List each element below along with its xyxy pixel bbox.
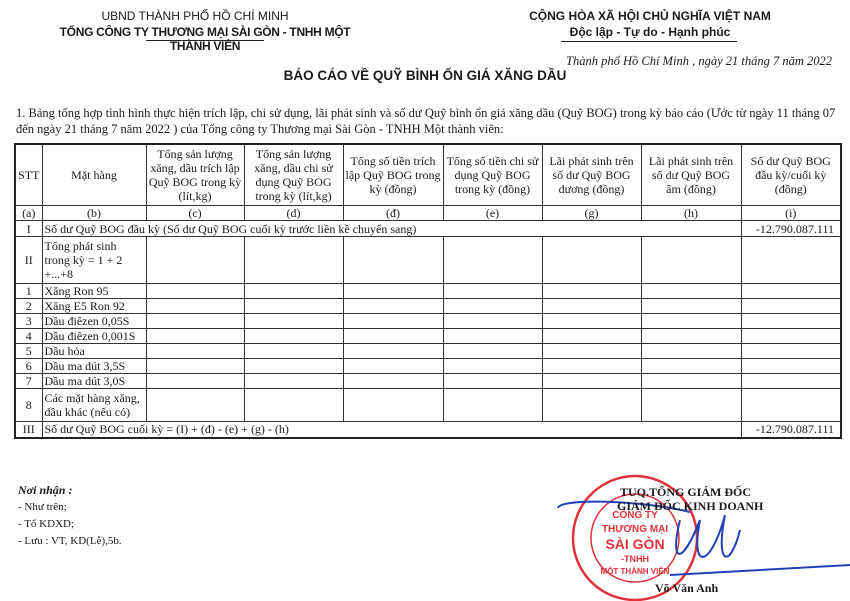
value-cell bbox=[741, 299, 841, 314]
value-cell bbox=[641, 314, 741, 329]
value-cell bbox=[343, 344, 443, 359]
value-cell bbox=[641, 344, 741, 359]
table-row bbox=[15, 314, 841, 329]
closing-label: Số dư Quỹ BOG cuối kỳ = (I) + (đ) - (e) + (g) - (h) bbox=[42, 422, 741, 438]
value-cell bbox=[146, 374, 244, 389]
table-row bbox=[15, 329, 841, 344]
code-row bbox=[15, 206, 841, 221]
recipient-item: - Lưu : VT, KD(Lễ),5b. bbox=[18, 535, 122, 547]
value-cell bbox=[343, 374, 443, 389]
value-cell bbox=[741, 284, 841, 299]
report-title: BÁO CÁO VỀ QUỸ BÌNH ỔN GIÁ XĂNG DẦU bbox=[283, 68, 567, 83]
item-cell: Dầu ma dút 3,0S bbox=[42, 374, 146, 389]
stt-cell: III bbox=[15, 422, 42, 438]
value-cell bbox=[542, 299, 641, 314]
table-row bbox=[15, 237, 841, 284]
recipient-item: - Như trên; bbox=[18, 501, 67, 513]
header-cell: STT bbox=[15, 144, 42, 206]
value-cell bbox=[741, 389, 841, 422]
item-cell: Tổng phát sinh trong kỳ = 1 + 2 +...+8 bbox=[42, 237, 146, 284]
stt-cell: 1 bbox=[15, 284, 42, 299]
value-cell bbox=[343, 314, 443, 329]
item-cell: Dầu ma dút 3,5S bbox=[42, 359, 146, 374]
value-cell bbox=[741, 314, 841, 329]
value-cell bbox=[542, 344, 641, 359]
value-cell bbox=[641, 374, 741, 389]
code-cell: (b) bbox=[42, 206, 146, 221]
value-cell bbox=[146, 359, 244, 374]
header-cell: Lãi phát sinh trên số dư Quỹ BOG dương (đồng) bbox=[542, 144, 641, 206]
value-cell bbox=[244, 344, 343, 359]
header-cell: Tổng sản lượng xăng, dầu chi sử dụng Quỹ BOG trong kỳ (lít,kg) bbox=[244, 144, 343, 206]
header-cell: Mặt hàng bbox=[42, 144, 146, 206]
value-cell bbox=[443, 359, 542, 374]
value-cell bbox=[343, 389, 443, 422]
stt-cell: 3 bbox=[15, 314, 42, 329]
header-cell: Tổng sản lượng xăng, dầu trích lập Quỹ BOG trong kỳ (lít,kg) bbox=[146, 144, 244, 206]
value-cell bbox=[741, 359, 841, 374]
value-cell bbox=[146, 284, 244, 299]
table-row bbox=[15, 359, 841, 374]
table-header-row bbox=[15, 144, 841, 206]
divider bbox=[561, 41, 737, 42]
table-row bbox=[15, 374, 841, 389]
value-cell bbox=[542, 374, 641, 389]
stt-cell: II bbox=[15, 237, 42, 284]
value-cell bbox=[244, 374, 343, 389]
value-cell bbox=[146, 329, 244, 344]
item-cell: Xăng E5 Ron 92 bbox=[42, 299, 146, 314]
date-line: Thành phố Hồ Chí Minh , ngày 21 tháng 7 năm 2022 bbox=[566, 54, 832, 68]
stt-cell: 8 bbox=[15, 389, 42, 422]
value-cell bbox=[244, 389, 343, 422]
divider bbox=[146, 40, 264, 41]
value-cell bbox=[244, 359, 343, 374]
org-name: TỔNG CÔNG TY THƯƠNG MẠI SÀI GÒN - TNHH MỘT THÀNH VIÊN bbox=[59, 25, 351, 53]
code-cell: (e) bbox=[443, 206, 542, 221]
value-cell bbox=[641, 299, 741, 314]
value-cell bbox=[741, 237, 841, 284]
svg-text:THƯƠNG MẠI: THƯƠNG MẠI bbox=[601, 524, 669, 535]
table-row bbox=[15, 344, 841, 359]
recipients-title: Nơi nhận : bbox=[18, 483, 73, 497]
code-cell: (đ) bbox=[343, 206, 443, 221]
value-cell bbox=[542, 314, 641, 329]
value-cell bbox=[641, 389, 741, 422]
value-cell bbox=[542, 329, 641, 344]
header-cell: Lãi phát sinh trên số dư Quỹ BOG âm (đồng) bbox=[641, 144, 741, 206]
svg-text:-TNHH: -TNHH bbox=[621, 554, 649, 564]
table-row bbox=[15, 299, 841, 314]
value-cell bbox=[443, 374, 542, 389]
value-cell bbox=[542, 389, 641, 422]
value-cell bbox=[146, 344, 244, 359]
item-cell: Các mặt hàng xăng, dầu khác (nếu có) bbox=[42, 389, 146, 422]
org-parent: UBND THÀNH PHỐ HỒ CHÍ MINH bbox=[101, 9, 289, 23]
value-cell bbox=[443, 329, 542, 344]
value-cell bbox=[244, 237, 343, 284]
value-cell bbox=[343, 359, 443, 374]
header-cell: Tổng số tiền trích lập Quỹ BOG trong kỳ (đồng) bbox=[343, 144, 443, 206]
value-cell bbox=[343, 284, 443, 299]
stt-cell: 5 bbox=[15, 344, 42, 359]
signature-title-1: TUQ.TỔNG GIÁM ĐỐC bbox=[620, 485, 752, 499]
stt-cell: I bbox=[15, 221, 42, 237]
closing-balance-row bbox=[15, 422, 841, 438]
value-cell bbox=[146, 299, 244, 314]
code-cell: (a) bbox=[15, 206, 42, 221]
signature-title-2: GIÁM ĐỐC KINH DOANH bbox=[617, 499, 764, 513]
value-cell bbox=[146, 314, 244, 329]
value-cell bbox=[542, 284, 641, 299]
value-cell bbox=[244, 314, 343, 329]
code-cell: (i) bbox=[741, 206, 841, 221]
value-cell bbox=[542, 237, 641, 284]
opening-balance-row bbox=[15, 221, 841, 237]
bog-table bbox=[14, 143, 842, 439]
table-row bbox=[15, 284, 841, 299]
value-cell bbox=[244, 299, 343, 314]
opening-value: -12.790.087.111 bbox=[741, 221, 841, 237]
value-cell bbox=[443, 314, 542, 329]
code-cell: (c) bbox=[146, 206, 244, 221]
stt-cell: 4 bbox=[15, 329, 42, 344]
stt-cell: 7 bbox=[15, 374, 42, 389]
item-cell: Dầu điêzen 0,05S bbox=[42, 314, 146, 329]
intro-paragraph: 1. Bảng tổng hợp tình hình thực hiện trích lập, chi sử dụng, lãi phát sinh và số dư Quỹ bình ổn giá xăng dầu (Quỹ BOG) trong kỳ báo cáo (Ước từ ngày 11 tháng 07 đến ngày 21 tháng 7 năm 2022 ) của Tổng công ty Thương mại Sài Gòn - TNHH Một thành viên: bbox=[16, 106, 836, 136]
item-cell: Dầu điêzen 0,001S bbox=[42, 329, 146, 344]
svg-text:MỘT THÀNH VIÊN: MỘT THÀNH VIÊN bbox=[600, 567, 670, 576]
motto: Độc lập - Tự do - Hạnh phúc bbox=[569, 25, 731, 39]
header-cell: Tổng số tiền chi sử dụng Quỹ BOG trong kỳ (đồng) bbox=[443, 144, 542, 206]
signer-name: Võ Văn Anh bbox=[655, 581, 719, 595]
value-cell bbox=[244, 329, 343, 344]
svg-text:SÀI GÒN: SÀI GÒN bbox=[605, 536, 665, 552]
value-cell bbox=[641, 237, 741, 284]
code-cell: (h) bbox=[641, 206, 741, 221]
svg-text:CÔNG TY: CÔNG TY bbox=[612, 510, 658, 521]
closing-value: -12.790.087.111 bbox=[741, 422, 841, 438]
value-cell bbox=[741, 374, 841, 389]
opening-label: Số dư Quỹ BOG đầu kỳ (Số dư Quỹ BOG cuối kỳ trước liền kề chuyển sang) bbox=[42, 221, 741, 237]
recipient-item: - Tổ KDXD; bbox=[18, 518, 75, 530]
value-cell bbox=[641, 329, 741, 344]
national-title: CỘNG HÒA XÃ HỘI CHỦ NGHĨA VIỆT NAM bbox=[529, 9, 771, 23]
recipients bbox=[18, 482, 122, 550]
value-cell bbox=[641, 359, 741, 374]
value-cell bbox=[343, 299, 443, 314]
value-cell bbox=[641, 284, 741, 299]
value-cell bbox=[741, 329, 841, 344]
value-cell bbox=[443, 389, 542, 422]
value-cell bbox=[343, 237, 443, 284]
table-row bbox=[15, 389, 841, 422]
code-cell: (g) bbox=[542, 206, 641, 221]
item-cell: Xăng Ron 95 bbox=[42, 284, 146, 299]
value-cell bbox=[443, 299, 542, 314]
value-cell bbox=[542, 359, 641, 374]
value-cell bbox=[146, 237, 244, 284]
value-cell bbox=[443, 284, 542, 299]
header-cell: Số dư Quỹ BOG đầu kỳ/cuối kỳ (đồng) bbox=[741, 144, 841, 206]
value-cell bbox=[443, 237, 542, 284]
value-cell bbox=[146, 389, 244, 422]
item-cell: Dầu hỏa bbox=[42, 344, 146, 359]
value-cell bbox=[741, 344, 841, 359]
code-cell: (d) bbox=[244, 206, 343, 221]
value-cell bbox=[244, 284, 343, 299]
value-cell bbox=[443, 344, 542, 359]
value-cell bbox=[343, 329, 443, 344]
stt-cell: 6 bbox=[15, 359, 42, 374]
stt-cell: 2 bbox=[15, 299, 42, 314]
